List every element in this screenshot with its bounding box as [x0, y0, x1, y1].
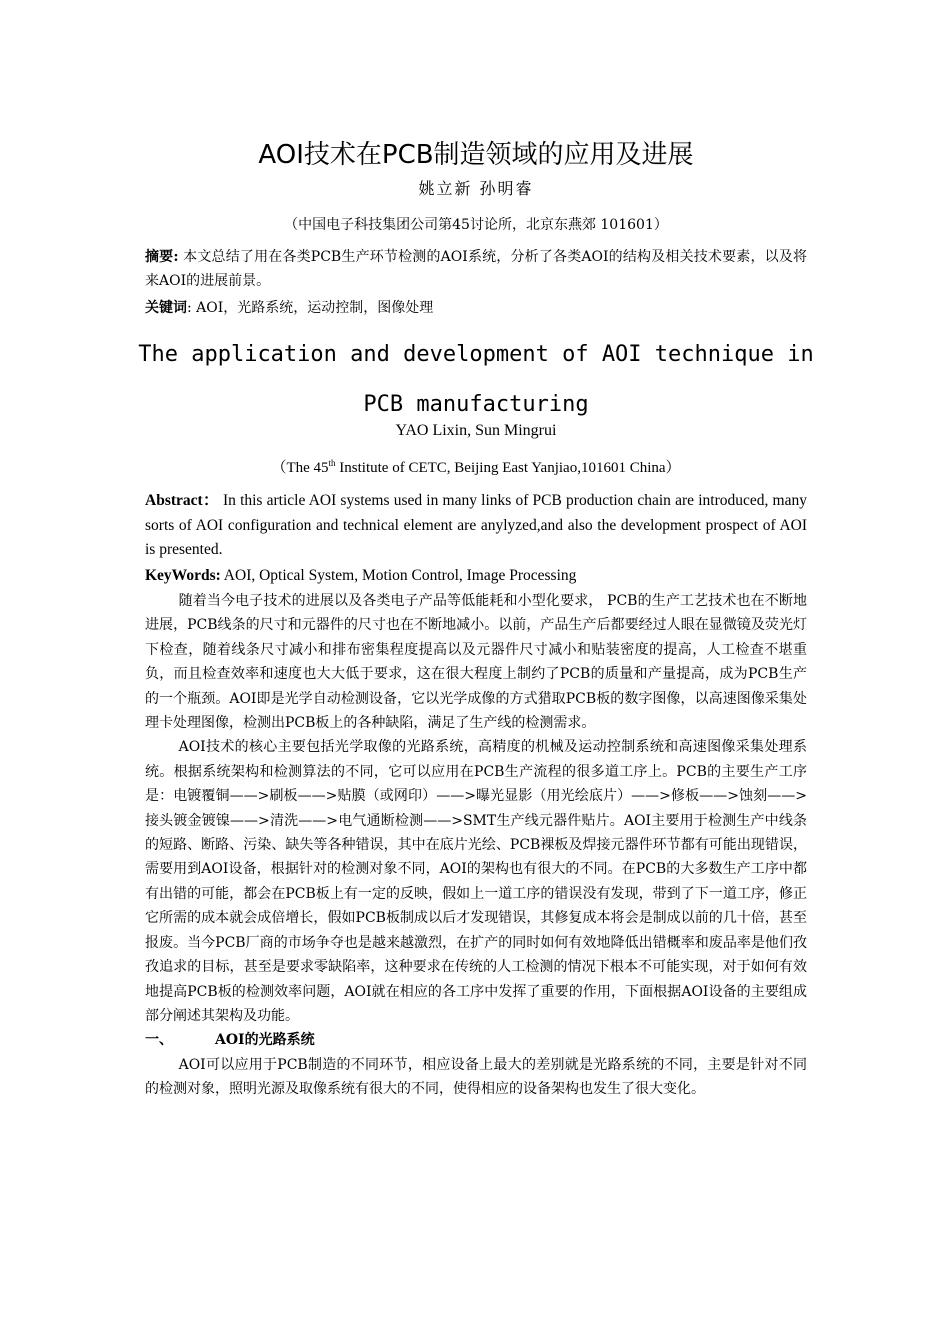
section-heading-1 [145, 1028, 807, 1052]
english-keywords-text: AOI, Optical System, Motion Control, Image Processing [220, 567, 577, 584]
body-paragraph-1: 随着当今电子技术的进展以及各类电子产品等低能耗和小型化要求， PCB的生产工艺技术也在不断地进展，PCB线条的尺寸和元器件的尺寸也在不断地减小。以前，产品生产后都要经过人眼在显微镜及荧光灯下检查，随着线条尺寸减小和排布密集程度提高以及元器件尺寸减小和贴装密度的提高，人工检查不堪重负，而且检查效率和速度也大大低于要求，这在很大程度上制约了PCB的质量和产量提高，成为PCB生产的一个瓶颈。AOI即是光学自动检测设备，它以光学成像的方式猎取PCB板的数字图像，以高速图像采集处理卡处理图像，检测出PCB板上的各种缺陷，满足了生产线的检测需求。 [145, 593, 807, 732]
english-abstract-text: In this article AOI systems used in many links of PCB production chain are introduced, many sorts of AOI configuration and technical element are anylyzed,and also the development prospect of AOI is presented. [145, 492, 807, 558]
english-affiliation-superscript: th [328, 458, 336, 468]
english-authors: YAO Lixin, Sun Mingrui [395, 422, 557, 439]
body-paragraph-2: AOI技术的核心主要包括光学取像的光路系统，高精度的机械及运动控制系统和高速图像采集处理系统。根据系统架构和检测算法的不同，它可以应用在PCB生产流程的很多道工序上。PCB的主要生产工序是：电镀覆铜——>刷板——>贴膜（或网印）——>曝光显影（用光绘底片）——>修板——>蚀刻——>接头镀金镀镍——>清洗——>电气通断检测——>SMT生产线元器件贴片。AOI主要用于检测生产中线条的短路、断路、污染、缺失等各种错误，其中在底片光绘、PCB裸板及焊接元器件环节都有可能出现错误，需要用到AOI设备，根据针对的检测对象不同，AOI的架构也有很大的不同。在PCB的大多数生产工序中都有出错的可能，都会在PCB板上有一定的反映，假如上一道工序的错误没有发现，带到了下一道工序，修正它所需的成本就会成倍增长，假如PCB板制成以后才发现错误，其修复成本将会是制成以前的几十倍，甚至报废。当今PCB厂商的市场争夺也是越来越激烈，在扩产的同时如何有效地降低出错概率和废品率是他们孜孜追求的目标，甚至是要求零缺陷率，这种要求在传统的人工检测的情况下根本不可能实现，对于如何有效地提高PCB板的检测效率问题，AOI就在相应的各工序中发挥了重要的作用，下面根据AOI设备的主要组成部分阐述其架构及功能。 [145, 739, 807, 1024]
english-affiliation-after: Institute of CETC, Beijing East Yanjiao,101601 China） [335, 460, 681, 476]
chinese-keywords [145, 296, 807, 320]
chinese-abstract-text: 本文总结了用在各类PCB生产环节检测的AOI系统，分析了各类AOI的结构及相关技术要素，以及将来AOI的进展前景。 [145, 249, 808, 289]
chinese-affiliation: （中国电子科技集团公司第45讨论所，北京东燕郊 101601） [284, 217, 668, 233]
chinese-abstract-label: 摘要: [145, 249, 179, 265]
english-abstract-label: Abstract： [145, 492, 219, 509]
english-affiliation-before: （The 45 [271, 460, 329, 476]
chinese-title: AOI技术在PCB制造领域的应用及进展 [258, 140, 694, 170]
english-title: The application and development of AOI technique in PCB manufacturing [138, 342, 814, 417]
chinese-authors: 姚立新 孙明睿 [418, 179, 534, 198]
english-affiliation [145, 456, 807, 477]
chinese-keywords-label: 关键词 [145, 300, 187, 316]
chinese-abstract [145, 245, 807, 293]
body-paragraph-3: AOI可以应用于PCB制造的不同环节，相应设备上最大的差别就是光路系统的不同，主要是针对不同的检测对象，照明光源及取像系统有很大的不同，使得相应的设备架构也发生了很大变化。 [145, 1056, 807, 1098]
section-number: 一、 [145, 1032, 173, 1049]
english-keywords [145, 564, 807, 588]
english-keywords-label: KeyWords: [145, 567, 221, 584]
section-title: AOI的光路系统 [215, 1032, 315, 1049]
body-text [145, 589, 807, 1102]
english-abstract [145, 489, 807, 563]
chinese-keywords-text: : AOI，光路系统，运动控制，图像处理 [187, 300, 434, 316]
